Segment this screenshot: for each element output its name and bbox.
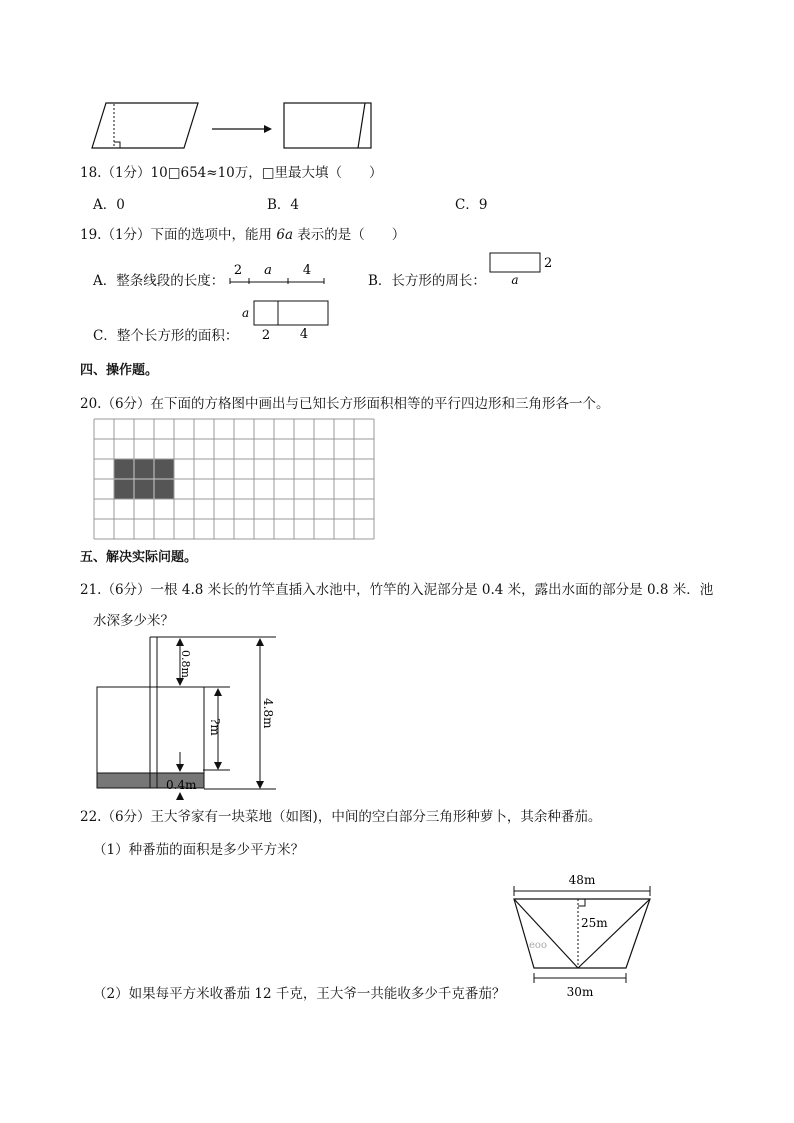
q19-option-c[interactable]: C．整个长方形的面积： bbox=[93, 328, 239, 344]
label-25m: 25m bbox=[581, 916, 608, 930]
section4-title: 四、操作题。 bbox=[80, 363, 159, 378]
segment-label-4: 4 bbox=[302, 263, 312, 278]
label-0-4m: 0.4m bbox=[166, 778, 197, 792]
area-height-a: a bbox=[242, 306, 250, 320]
q22-field-figure bbox=[508, 866, 656, 1002]
q18-option-c[interactable]: C．9 bbox=[455, 197, 488, 213]
q21-line2: 水深多少米？ bbox=[93, 613, 174, 629]
q21-line1: 21.（6分）一根 4.8 米长的竹竿直插入水池中，竹竿的入泥部分是 0.4 米，露出水面的部分是 0.8 米．池 bbox=[80, 582, 714, 598]
q19-segment-figure bbox=[228, 260, 328, 288]
q19-option-b[interactable]: B．长方形的周长： bbox=[368, 273, 486, 289]
label-30m: 30m bbox=[566, 985, 594, 999]
section5-title: 五、解决实际问题。 bbox=[80, 550, 198, 565]
q22-stem: 22.（6分）王大爷家有一块菜地（如图)，中间的空白部分三角形种萝卜，其余种番茄。 bbox=[80, 809, 602, 825]
q19-rectangle-figure bbox=[488, 250, 558, 290]
field-trapezoid bbox=[514, 899, 650, 968]
cut-line bbox=[358, 103, 365, 148]
q22-sub1: （1）种番茄的面积是多少平方米？ bbox=[93, 842, 305, 858]
rect-side-2: 2 bbox=[544, 256, 553, 271]
q18-stem: 18.（1分）10□654≈10万，□里最大填（ ） bbox=[80, 165, 383, 181]
q19-option-a[interactable]: A．整条线段的长度： bbox=[93, 273, 225, 289]
area-width-2: 2 bbox=[261, 328, 271, 342]
right-arrow-icon bbox=[212, 125, 272, 133]
label-48m: 48m bbox=[568, 873, 596, 887]
q18-option-b[interactable]: B．4 bbox=[267, 197, 300, 213]
grid-lines bbox=[94, 419, 374, 539]
segment-label-a: a bbox=[264, 263, 272, 278]
parallelogram-shape bbox=[92, 103, 198, 148]
rectangle-shape bbox=[284, 103, 371, 148]
area-width-4: 4 bbox=[299, 327, 309, 342]
q20-stem: 20.（6分）在下面的方格图中画出与已知长方形面积相等的平行四边形和三角形各一个。 bbox=[80, 396, 610, 412]
q19-area-figure bbox=[238, 296, 338, 342]
q18-option-a[interactable]: A．0 bbox=[93, 197, 125, 213]
q22-sub2: （2）如果每平方米收番茄 12 千克，王大爷一共能收多少千克番茄？ bbox=[93, 986, 506, 1002]
rect-side-a: a bbox=[511, 273, 519, 287]
q19-stem: 19.（1分）下面的选项中，能用 6a 表示的是（ ） bbox=[80, 227, 406, 243]
q21-pool-figure bbox=[90, 634, 290, 804]
label-4-8m: 4.8m bbox=[261, 698, 275, 729]
label-question-m: ?m bbox=[208, 718, 222, 736]
top-transform-figure bbox=[88, 96, 388, 152]
label-0-8m: 0.8m bbox=[179, 650, 192, 678]
segment-label-2: 2 bbox=[233, 263, 243, 278]
right-angle-mark bbox=[114, 142, 120, 148]
q20-grid[interactable] bbox=[93, 418, 377, 540]
watermark-text: eoo bbox=[529, 940, 547, 951]
